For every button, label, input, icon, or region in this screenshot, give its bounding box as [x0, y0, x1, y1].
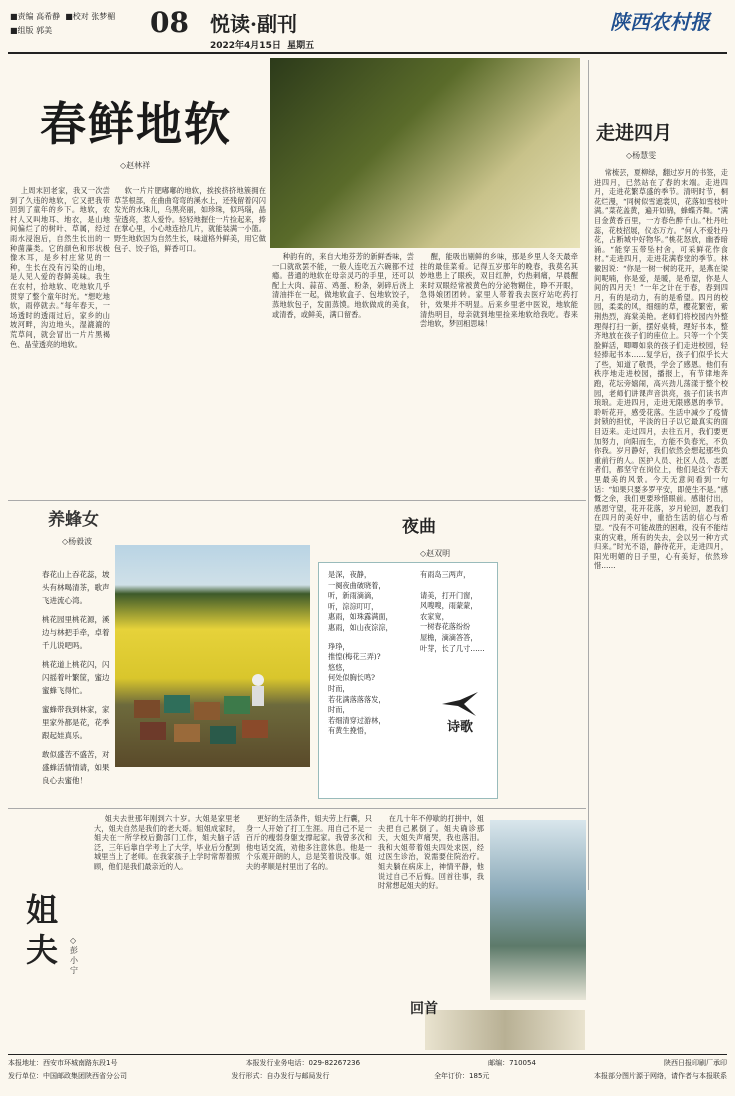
- article-author-peng: ◇彭小宁: [70, 936, 78, 975]
- poem-bee-body: 春花山上吞花蕊，坡头有林喝清茶，歌声飞进流心湾。 桃花园里桃花源，溪边与林把手牵，卓着千儿说吧吗。 桃花道上桃花闪，闪闪摇着叶繁筐，蜜边蜜蜂飞得忙。 蜜蜂带我到林家，家里家外都是花，花季跟起娃真乐。 敢似盛苦不盛苦，对盛蜂活情情请，如果良心去蜜他！: [42, 570, 110, 785]
- divider: [8, 500, 586, 501]
- huigu-label: 回首: [410, 1001, 438, 1017]
- beehives-illustration: [130, 640, 280, 750]
- article-title-siyue: 走进四月: [596, 122, 673, 144]
- mountain-photo: [490, 820, 586, 1000]
- article-author-yang: ◇杨慧雯: [626, 151, 657, 160]
- article3-col3: 在几十年不停歇的打拼中，姐夫把自己累倒了。姐夫确诊那天，大姐失声痛哭，我也落泪。我和大姐带着姐夫四处求医，经过医生诊治，说需要住院治疗。姐夫躺在病床上，神情平静，他说过自己不后悔。回首往事，我时常想起姐夫的好。: [378, 814, 484, 891]
- article-title-chunxian: 春鲜地软: [40, 97, 232, 151]
- poem-title-bee: 养蜂女: [48, 510, 99, 530]
- header-rule: [8, 52, 727, 54]
- article-title-jiefu: 姐夫: [26, 891, 59, 969]
- poetry-section-tag: 诗歌: [447, 720, 474, 735]
- article1-col1: 上周末回老家，我又一次尝到了久违的地软，它又把我带回到了童年的乡下。地软，农村人又叫地耳、地衣，是山地间偏烂了的树叶、草属，经过雨水浸泡后，自然生长出的一种菌藻类。它的颜色和形状极像木耳，是乡村庄常见的一种，生长在没有污染的山地，是人见人爱的春鲜美味。我生在农村，拾地软、吃地软几乎贯穿了整个童年时光。“想吃地软，雨停就去。”每年春天，一场透时的透雨过后，家乡的山坡河畔，沟边地头，湿漉漉的荒草间，就会冒出一片片黑褐色、晶莹透亮的地软。: [10, 186, 110, 349]
- poem-night-right: 有雨岛三两声， 请美，打开门窗， 风嗖嗖，雨蒙蒙， 农家宽， 一树春花落纷纷 屋檐，滴滴答答， 叶芽，长了几寸……: [420, 570, 485, 653]
- footer: 本报地址：西安市环城南路东段1号 本报发行业务电话：029-82267236 邮编：710054 陕西日报印刷厂承印 发行单位：中国邮政集团陕西省分公司 发行形式：自办发行与邮局发行 全年订价：185元 本报部分图片源于网络，请作者与本报联系: [8, 1059, 727, 1080]
- section-title: 悦读·副刊: [210, 12, 297, 36]
- article3-col1: 姐夫去世那年刚到六十岁。大姐是家里老大，姐夫自然是我们的老大哥。姐姐成家时，姐夫在一所学校后勤部门工作，姐夫脑子活泛，三年后靠自学考上了大学，毕业后分配到城里当上了老师。在我家孩子上学时常帮着照顾，他们是我们最亲近的人。: [94, 814, 240, 871]
- masthead-credits: [10, 10, 115, 38]
- poem-title-night: 夜曲: [402, 517, 436, 537]
- article1-col3: 种韵有的，来自大地芬芳的新鲜香味，尝一口就欲罢不能，一般人连吃五六碗都不过瘾。普通的地软在母亲灵巧的手里，还可以配上大肉、蒜苗、鸡蛋、粉条，剁碎后浇上清油拌在一起，做地软盒子、包地软饺子，蒸地软包子，发面蒸馍。地软做成的美食，或清香，或鲜美，满口留香。: [272, 252, 414, 319]
- poem-night-left: 是深，夜静， 一阕夜曲破晓着， 听，新雨滴滴， 听，淙淙叮叮， 惠雨，如珠露满面， 惠雨，如山夜淙淙， 琤琤， 推惶(梅花三弄)? 悠悠， 何处似胸长鸣? 时而， 若花满落落落发， 时而， 若细清穿过游林， 有黄生挽悟，: [328, 570, 393, 736]
- divider: [588, 60, 589, 890]
- article1-col4: 醒，能吸出剔鲜的乡味，那是乡里人冬天最牵挂的最佳菜肴。记得五岁那年的晚春，我莫名其妙地患上了眼疾，双目红肿，灼热刺痛，早晨醒来时双眼经常被黄色的分泌物糊住，睁不开眼，急得娘团团转。家里人带着我去医疗站吃药打针，效果并不明显。后来乡里老中医说，地软能清热明目，母亲就到地里捡来地软给我吃。春来尝地软，梦回相思味！: [420, 252, 578, 329]
- page-number: 08: [150, 6, 189, 39]
- figure-illustration: [425, 1010, 585, 1050]
- poem-author-zhao: ◇赵双明: [420, 549, 451, 558]
- issue-date: 2022年4月15日 星期五: [210, 41, 315, 51]
- fungus-photo: [270, 58, 580, 248]
- article3-col2: 更好的生活条件，姐夫劳上行囊，只身一人开始了打工生涯。用自己不足一百斤的瘦弱身躯支撑起家。我曾多次和他电话交流，劝他多注意休息。他是一个乐观开朗的人，总是笑着说没事。姐夫的孝顺是村里出了名的。: [246, 814, 372, 871]
- swallow-icon: [440, 690, 480, 720]
- design-credit: ■组版 郭美: [10, 26, 53, 35]
- proof-credit: ■校对 张梦楣: [65, 12, 116, 21]
- article2-body: 常梳芸，夏柳绿，翻过岁月的书签，走进四月，已然站在了春的末端。走进四月，走进花繁草盛的季节。清明时节，桐花烂漫，“同树似雪遮裳贝，花落如雪枝叶满。”菜花盖黄，遍开如锦，蜂蝶齐舞。“满目金黄香百里，一方春色醉千山。”杜丹吐蕊，花枝招展，仪态万方。“何人不爱牡丹花，占断城中好物华。”桃花怒放，幽香暗涌。“能穿玉带坠村舍，可采鲜花作食材。”走进四月，走进花满春堂的季节。林徽因说：“你是一树一树的花开，是燕在梁间呢喃，你是爱，是暖，是希望，你是人间的四月天！”一年之计在于春，春到四月，有的是动力，有的是希望。四月的校园，柔柔的风，细细的草，樱花繁密，紫荆热烈，海棠美艳。老师们将校园内外整理得打扫一新，摆好桌椅，理好书本，整齐地放在孩子们的座位上。只等一个个笑脸鲜活，唧唧如泉的孩子们走进校园，轻轻捧起书本……复学后，孩子们似乎长大了些，知道了敬畏，学会了感恩。他们有秩序地走进校园，播报上，有节律地奔跑，花坛旁嬉闹，高兴劲儿荡漾于整个校园，老师们讲课声音洪亮，孩子们读书声琅琅。走进四月，走进无限感恩的季节。聆听花开，感受花落。生活中减少了疫情封锁的担忧，平淡的日子以它最真实的面目迈来。走过四月，去往五月，我们要更加努力，向阳而生，方能不负春光，不负你我。岁月静好，我们依然会想起那些负重前行的人。医护人员、社区人员、志愿者们，都坚守在岗位上，他们是这个春天里最美的风景。今天无意间看到一句话：“如果只要多罗平安，即使生不是。”感慨之余，我们更要珍惜眼前。感谢付出，感恩守望，花开花落，岁月轮回，愿我们在四月的美好中，重拾生活的信心与希望。“没有不可能战胜的困难，没有不能结束的灾难，所有的失去，会以另一种方式归来。”时光不语，静待花开，走进四月，阳光明媚的日子里，心有美好，依然珍惜……: [594, 168, 728, 571]
- article-author-zhao: ◇赵林祥: [120, 161, 151, 170]
- poem-author-yang: ◇杨毅波: [62, 537, 93, 546]
- footer-rule: [8, 1054, 727, 1055]
- newspaper-logo: 陕西农村报: [610, 10, 710, 34]
- article1-col2: 软一片片肥嘟嘟的地软，挨挨挤挤地簇拥在草茎根部，在曲曲弯弯的溪水上，还残留着闪闪发光的水珠儿，乌黑亮丽，如珍珠，似玛瑙，晶莹透亮，惹人爱怜。轻轻地握住一片捡起来，捧在掌心里，小心地连拾几片，就能装满一小篮。野生地软因为自然生长，味道格外鲜美，用它做包子、饺子馅，鲜香可口。: [114, 186, 266, 253]
- editor-credit: ■责编 高希静: [10, 12, 61, 21]
- divider: [8, 808, 586, 809]
